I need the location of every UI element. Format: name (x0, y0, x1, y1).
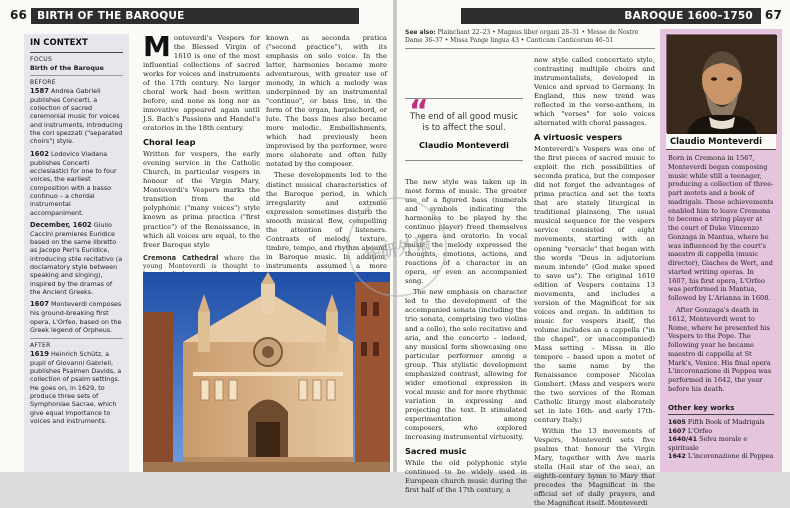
work-entry (668, 418, 774, 426)
work-entry (668, 427, 774, 435)
see-also (405, 29, 655, 49)
cremona-cathedral-photo (143, 272, 390, 472)
timeline-entry (30, 87, 123, 146)
watermark-stamp: 华研外语 (338, 188, 457, 307)
after-label: AFTER (30, 342, 51, 350)
work-year: 1640/41 (668, 435, 698, 444)
timeline-text: Giulio Caccini premieres Euridice based on the same libretto as Jacopo Peri's Euridice, introducing stile recitativo (a doclamatory style between speaking and singing), inspired by the dramas of the Ancient Greeks. (30, 220, 123, 297)
body-paragraph: The new emphasis on character led to the development of the accompanied sonata (including the trio sonata, comprising two violins and a cello), the solo recitative and aria, and the concerto – indeed, any musical form showcasing one particular performer among a group. This stylistic development emphasized contrast, allowing for wider emotional expression in vocal music and for more rhythmic variation in expressing and projecting the text. It stimulated experimentation among composers, who explored increasing instrumental virtuosity. (405, 288, 527, 441)
in-context-sidebar (24, 34, 129, 472)
timeline-text: Heinrich Schütz, a pupil of Giovanni Gabrieli, publishes Psalmen Davids, a collection of psalm settings. He goes on, in 1629, to produce three sets of Symphoniae Sacrae, which give equal importance to voices and instruments. (30, 349, 122, 426)
caption-text: where the young Monteverdi is thought to (143, 254, 260, 270)
work-year: 1607 (668, 426, 686, 435)
left-page (0, 0, 393, 472)
see-also-label: See also: (405, 29, 436, 36)
page-number-left: 66 (10, 8, 28, 22)
body-paragraph: known as seconda pratica ("second practice"), with its emphasis on solo voice. In the latter, harmonies became more adventurous, with greater use of monody, in which a melody was underpinned by an instrumental "continuo", or bass line, in the form of the organ, harpsichord, or lute. The bass lines also became more melodic. Embellishments, which had previously been improvised by the performer, were more elaborate and often fully notated by the composer. (266, 34, 387, 169)
sidebar-title: IN CONTEXT (30, 38, 123, 53)
other-works-title: Other key works (668, 403, 774, 416)
page-number-right: 67 (764, 8, 782, 22)
timeline-entry (30, 221, 123, 296)
timeline-year: 1619 (30, 349, 49, 358)
left-column-2 (266, 34, 387, 270)
section-heading: Sacred music (405, 445, 467, 456)
work-year: 1605 (668, 418, 686, 427)
left-page-header (10, 8, 359, 24)
timeline-text: Lodovico Viadana publishes Concerti ecclesiastici for one to four voices, the earliest composition with a basso continuo – a chordal instrumental accompaniment. (30, 149, 117, 217)
work-title: L'incoronazione di Poppea (687, 451, 774, 460)
right-page (397, 0, 790, 508)
timeline-text: Andrea Gabrieli publishes Concerti, a collection of sacred ceremonial music for voices and instruments, introducing the cori spezzati ("separated choirs") style. (30, 86, 123, 146)
body-paragraph: The new style was taken up in most forms of music. The greater use of a figured bass (numerals and symbols indicating the harmonies to be played by the continuo player) freed themselves to opera and oratorio. In vocal music, the melody expressed the thoughts, emotions, actions, and reactions of a character in an opera, or even an accompanied song. (405, 178, 527, 286)
cathedral-illustration (143, 272, 390, 472)
body-paragraph: While the old polyphonic style continued to be widely used in European church music during the first half of the 17th century, a (405, 458, 527, 494)
section-heading: A virtuosic vespers (534, 132, 623, 143)
work-entry (668, 452, 774, 460)
body-paragraph: Written for vespers, the early evening service in the Catholic Church, in particular vespers in honour of the Virgin Mary, Monteverdi's Vespers marks the transition from the old polyphonic ("many voices") style known as prima practica ("first practice") of the Renaissance, in which all voices are equal, to the freer Baroque style (143, 150, 260, 249)
right-column-2 (534, 56, 655, 508)
divider (30, 75, 123, 76)
other-key-works (660, 401, 782, 463)
chapter-title-left: BIRTH OF THE BAROQUE (31, 8, 359, 24)
intro-text: onteverdi's Vespers for the Blessed Virgin of 1610 is one of the most influential collections of sacred works for voices and instruments of the 17th century. No larger choral work had been written before, and none as long nor as innovative appeared again until J.S. Bach's Passions and Handel's oratorios in the 18th century. (143, 34, 260, 133)
left-column-1 (143, 30, 260, 270)
body-paragraph: Monteverdi's Vespers was one of the first pieces of sacred music to exploit the rich possibilities of seconda pratica, but the composer did not forget the advantages of prima practica and set the texts that are stately liturgical in traditional plainsong. The usual musical sequence for the vespers service consisted of eight movements, starting with an opening "versicle" that began with the words "Deus in adjutorium meum intende" (God make speed to save us"). The original 1610 edition of Vespers contains 13 movements, and includes a version of the Magnificat for six voices and organ. In addition to music for vespers itself, the volume includes an a cappella ("in the chapel", or unaccompanied) Mass setting – Missa in illo tempore – based upon a motet of the same name by the Renaissance composer Nicolas Gombert. (Mass and vespers were the two services of the Roman Catholic liturgy most elaborately set in late 16th- and early 17th-century Italy.) (534, 145, 655, 425)
section-heading: Choral leap (143, 137, 196, 148)
body-paragraph: These developments led to the distinct musical characteristics of the Baroque period, in which irregularity and extreme expression sometimes disturb the smooth musical flow, compelling the attention of listeners. Contrasts of melody, texture, timbre, tempo, and rhythm abound in Baroque music. In addition, instruments assumed a more (266, 171, 387, 270)
monteverdi-portrait (666, 34, 776, 133)
right-page-header (461, 8, 782, 24)
quote-author: Claudio Monteverdi (419, 139, 509, 150)
timeline-year: 1607 (30, 300, 49, 309)
intro-paragraph (143, 30, 260, 133)
work-title: Selva morale e spirituale (668, 435, 748, 452)
quote-text: The end of all good music is to affect the soul. (409, 111, 519, 133)
before-label: BEFORE (30, 79, 56, 87)
chapter-title-right: BAROQUE 1600–1750 (461, 8, 761, 24)
bio-text (660, 150, 782, 401)
work-year: 1642 (668, 451, 686, 460)
see-also-text: Plainchant 22–23 • Magnus liber organi 28–31 • Messe de Nostre Dame 36–37 • Missa Pange lingua 43 • Canticum Canticorum 46–51 (405, 29, 639, 44)
drop-cap: M (143, 30, 171, 63)
bio-name: Claudio Monteverdi (666, 133, 776, 150)
focus-label: FOCUS (30, 56, 53, 64)
divider (30, 338, 123, 339)
body-paragraph: Within the 13 movements of Vespers, Monteverdi sets five psalms that honour the Virgin Mary, together with Ave maris stella (Hail star of the sea), an eighth-century hymn to Mary that precedes the Magnificat in the official set of daily prayers, and the Magnificat itself. Monteverdi (534, 427, 655, 508)
timeline-year: 1602 (30, 149, 49, 158)
focus-value: Birth of the Baroque (30, 63, 104, 72)
quote-mark-icon: “ (409, 94, 429, 129)
timeline-year: 1587 (30, 86, 49, 95)
work-entry (668, 435, 774, 452)
caption-title: Cremona Cathedral (143, 253, 219, 262)
biography-panel (660, 29, 782, 472)
timeline-entry (30, 350, 123, 425)
bio-paragraph: After Gonzaga's death in 1612, Monteverdi went to Rome, where he presented his Vespers to the Pope. The following year he became maestro di cappella at St Mark's, Venice. His final opera L'incoronazione di Poppea was performed in 1642, the year before his death. (668, 306, 772, 393)
timeline-entry (30, 150, 123, 217)
timeline-year: December, 1602 (30, 220, 92, 229)
portrait-illustration (667, 35, 777, 134)
timeline-entry (30, 300, 123, 334)
right-column-1 (405, 178, 527, 494)
pull-quote (405, 94, 523, 161)
bio-paragraph: Born in Cremona in 1567, Monteverdi began composing music while still a teenager, producing a collection of three-part motets and a book of madrigals. These achievements enabled him to leave Cremona to become a string player at the court of Duke Vincenzo Gonzaga in Mantua, where he was influenced by the court's maestro di cappella (music director), Giaches de Wert, and started writing operas. In 1607, his first opera, L'Orfeo was performed in Mantua, followed by L'Arianna in 1608. (668, 154, 774, 303)
timeline-text: Monteverdi composes his ground-breaking first opera, L'Orfeo, based on the Greek legend of Orpheus. (30, 300, 122, 334)
work-title: Fifth Book of Madrigals (687, 418, 765, 427)
work-title: L'Orfeo (687, 426, 713, 435)
body-paragraph: new style called concertato style, contrasting multiple choirs and instrumentalists, developed in Venice and spread to Germany. In England, this new trend was reflected in the verse-anthem, in which "verses" for solo voices alternated with choral passages. (534, 56, 655, 128)
